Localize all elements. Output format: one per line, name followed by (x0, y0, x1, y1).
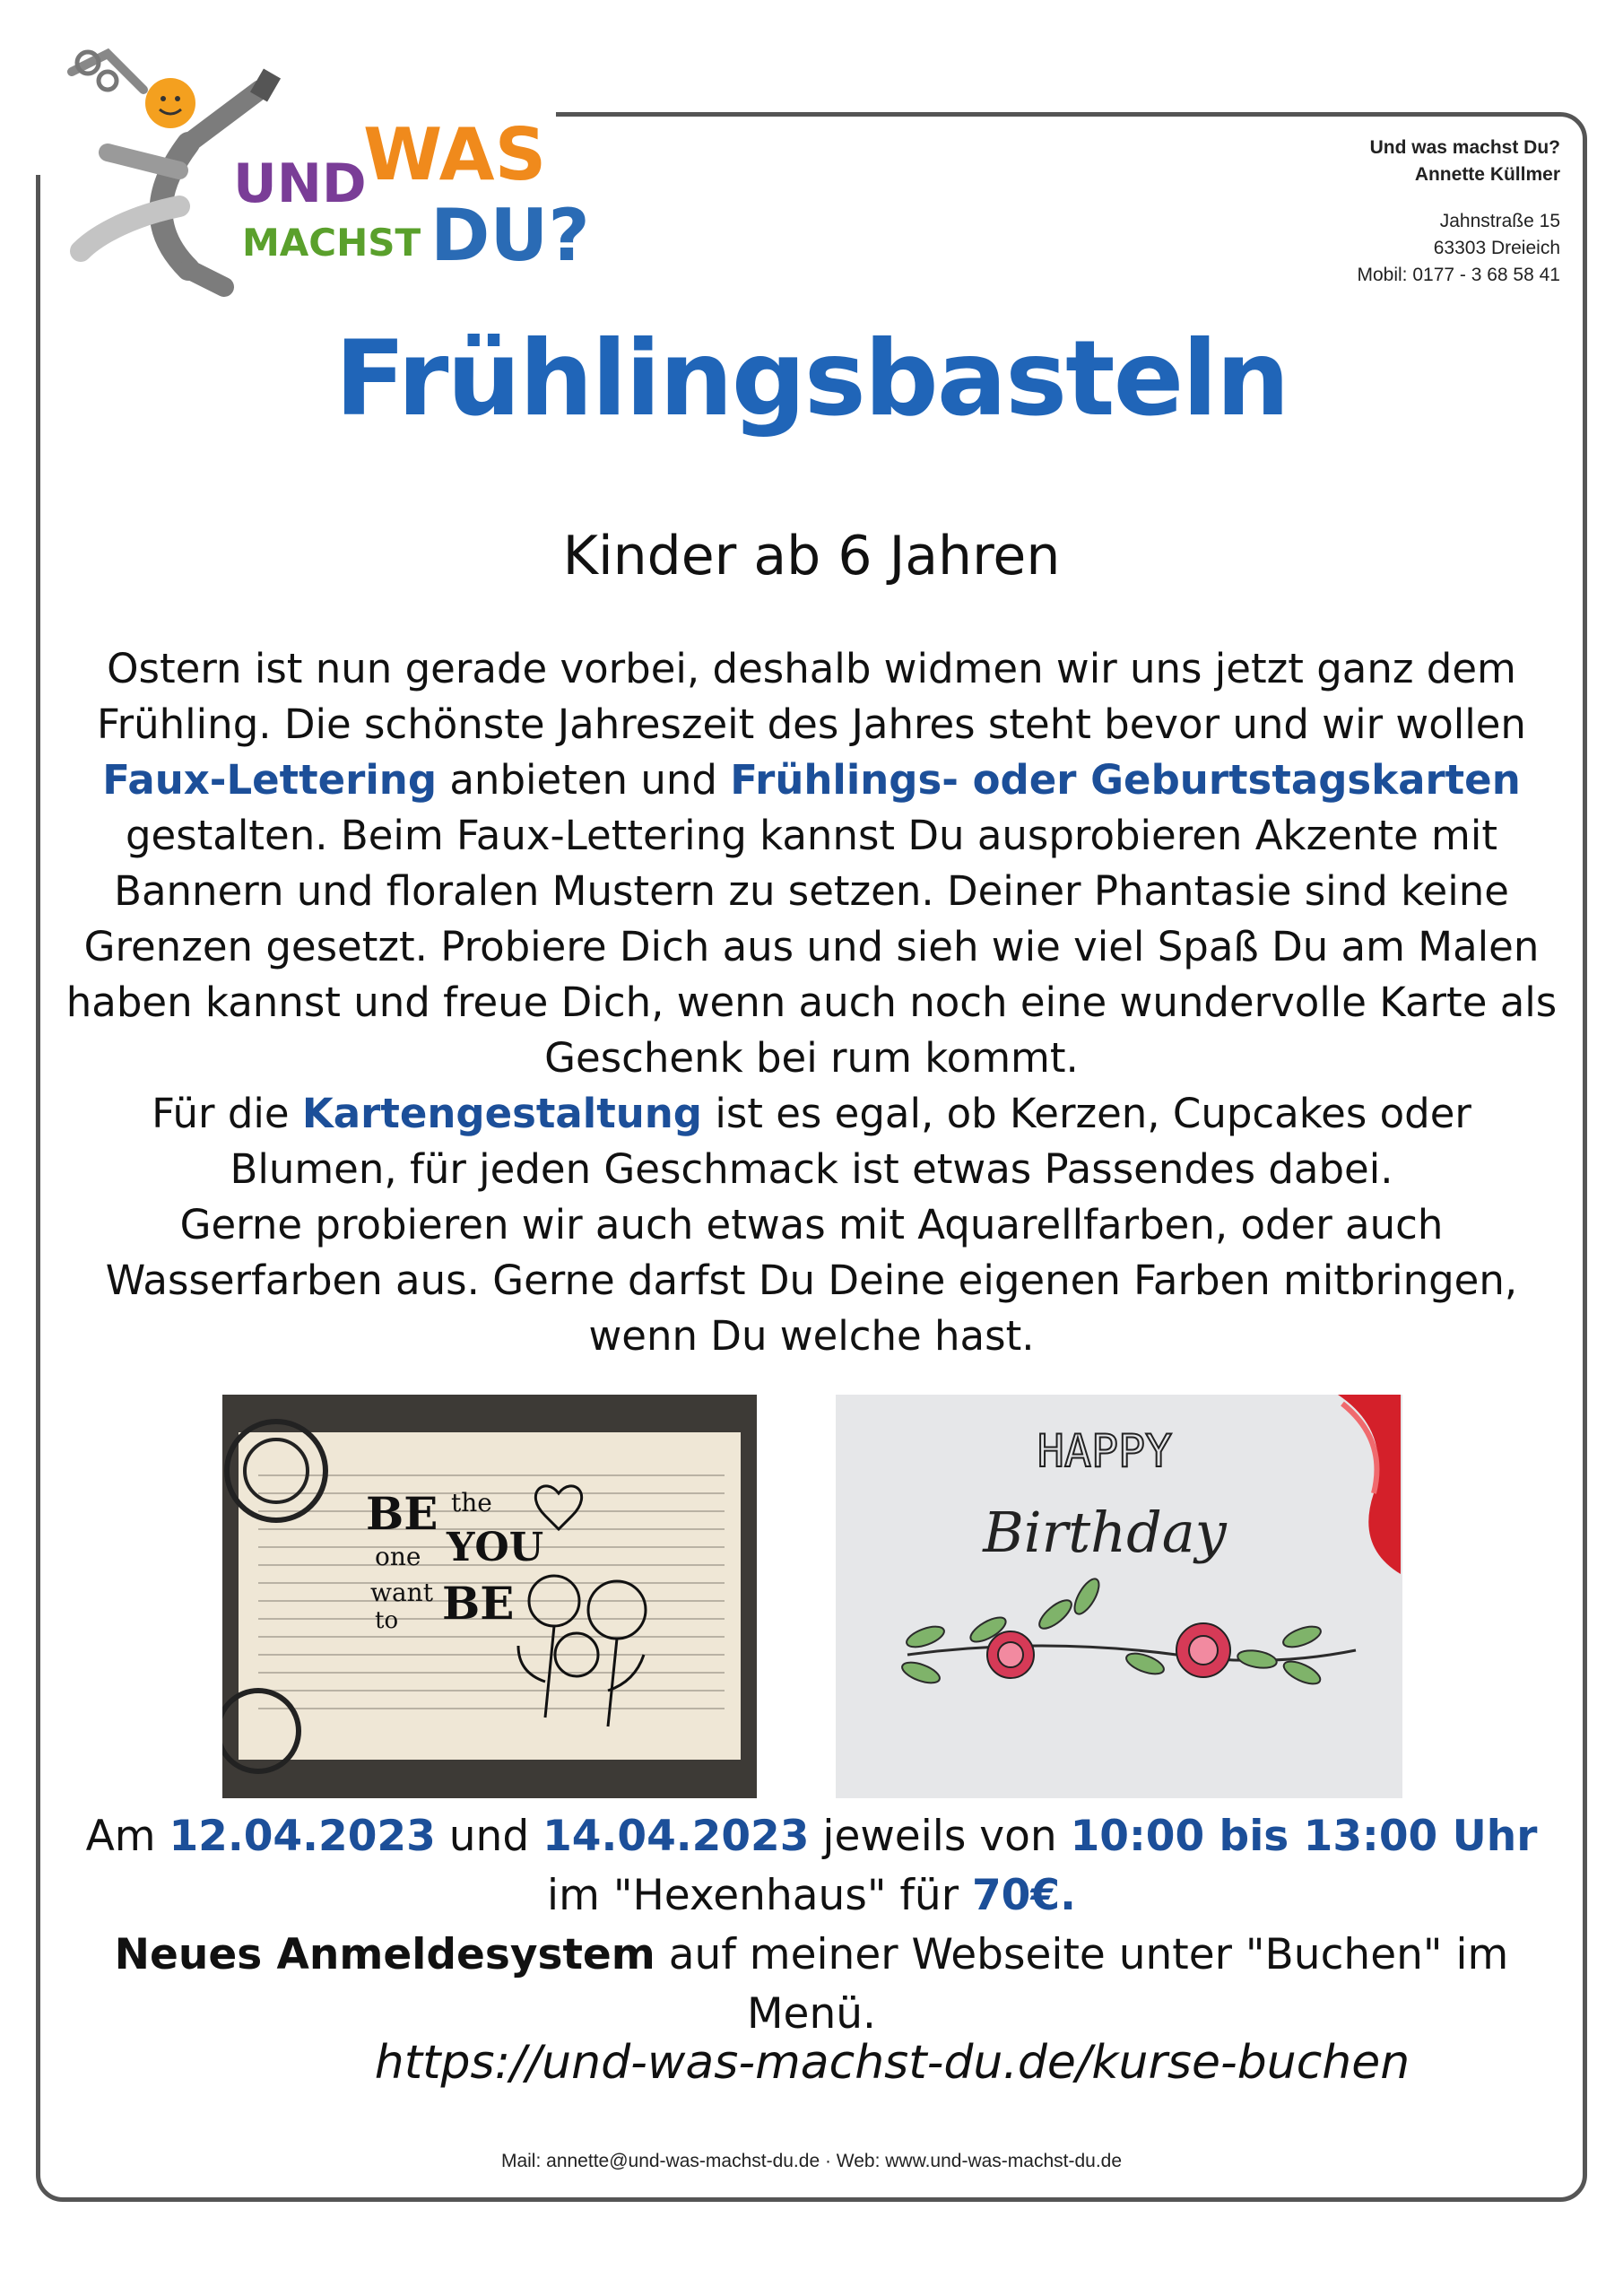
lettering-one: one (375, 1542, 421, 1571)
description (63, 641, 1560, 1364)
subtitle: Kinder ab 6 Jahren (562, 525, 1061, 587)
lettering-the: the (451, 1488, 492, 1518)
event-dates: Am 12.04.2023 und 14.04.2023 jeweils von 10:00 bis 13:00 Uhr im "Hexenhaus" für 70€. (85, 1812, 1538, 1920)
address-city: 63303 Dreieich (1433, 238, 1560, 258)
description-paragraph-1: Ostern ist nun gerade vorbei, deshalb widmen wir uns jetzt ganz dem Frühling. Die schönste Jahreszeit des Jahres steht bevor und wir wollen Faux-Lettering anbieten und Frühlings- oder Geburtstagskarten gestalten. Beim Faux-Lettering kannst Du ausprobieren Akzente mit Bannern und floralen Mustern zu setzen. Deiner Phantasie sind keine Grenzen gesetzt. Probiere Dich aus und sieh wie viel Spaß Du am Malen haben kannst und freue Dich, wenn auch noch eine wundervolle Karte als Geschenk bei rum kommt. (65, 645, 1558, 1082)
logo-machst: MACHST (242, 221, 421, 265)
highlight-karten: Frühlings- oder Geburtstagskarten (730, 756, 1521, 804)
lettering-you: YOU (447, 1525, 544, 1570)
lettering-to: to (375, 1607, 399, 1634)
event-date-2: 14.04.2023 (542, 1812, 810, 1861)
address-mobile: Mobil: 0177 - 3 68 58 41 (1357, 265, 1560, 285)
event-time: 10:00 bis 13:00 Uhr (1070, 1812, 1538, 1861)
description-paragraph-2: Für die Kartengestaltung ist es egal, ob Kerzen, Cupcakes oder Blumen, für jeden Geschmack ist etwas Passendes dabei. (152, 1090, 1471, 1193)
registration-bold: Neues Anmeldesystem (114, 1930, 655, 1979)
photo-birthday-card (836, 1395, 1402, 1798)
event-date-1: 12.04.2023 (169, 1812, 436, 1861)
lettering-be: BE (366, 1487, 438, 1540)
event-registration: Neues Anmeldesystem auf meiner Webseite unter "Buchen" im Menü. (114, 1930, 1509, 2039)
highlight-kartengestaltung: Kartengestaltung (301, 1090, 703, 1137)
booking-link[interactable]: https://und-was-machst-du.de/kurse-buchen (374, 2036, 1410, 2090)
address-org: Und was machst Du? (1369, 137, 1560, 158)
lettering-be-2: BE (442, 1577, 515, 1630)
address-name: Annette Küllmer (1414, 164, 1560, 185)
event-details (54, 1807, 1569, 2044)
page-title: Frühlingsbasteln (334, 318, 1289, 439)
lettering-want: want (370, 1578, 433, 1607)
card-happy: HAPPY (1037, 1425, 1173, 1477)
contact-address (1058, 135, 1560, 289)
logo-was: WAS (363, 113, 547, 196)
description-paragraph-3: Gerne probieren wir auch etwas mit Aquarellfarben, oder auch Wasserfarben aus. Gerne darfst Du Deine eigenen Farben mitbringen, wenn Du welche hast. (105, 1201, 1518, 1360)
card-birthday: Birthday (983, 1500, 1227, 1565)
logo-du: DU? (430, 194, 590, 277)
photo-faux-lettering (222, 1395, 757, 1798)
logo (54, 36, 592, 305)
event-price: 70€. (971, 1871, 1076, 1920)
logo-und: UND (233, 152, 367, 215)
footer-contact: Mail: annette@und-was-machst-du.de · Web: www.und-was-machst-du.de (500, 2151, 1123, 2171)
address-street: Jahnstraße 15 (1439, 211, 1560, 231)
highlight-faux-lettering: Faux-Lettering (102, 756, 438, 804)
